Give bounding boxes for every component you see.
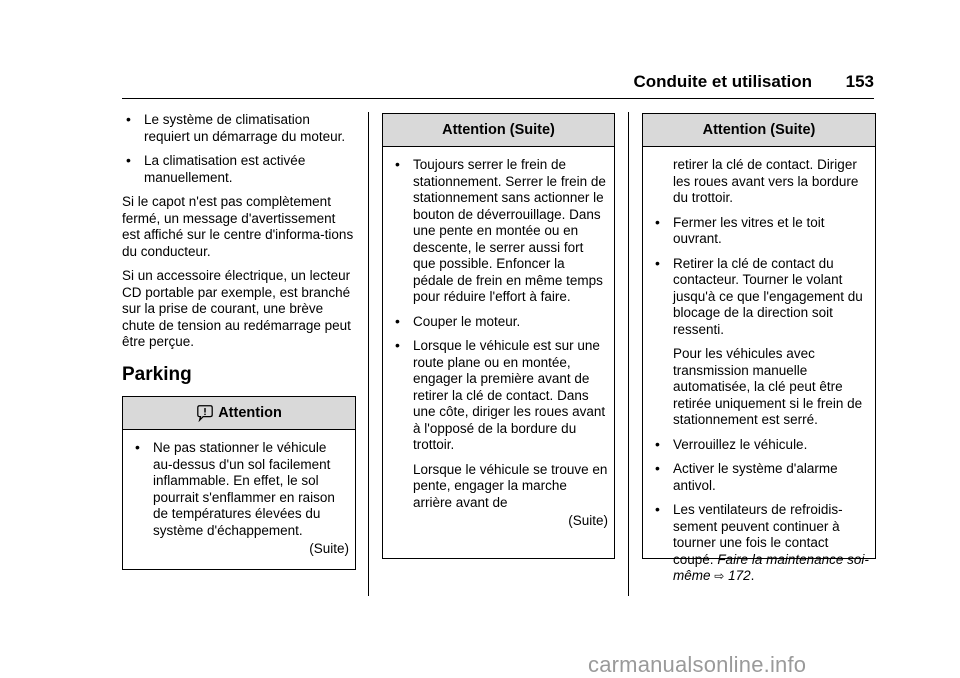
continued-label: (Suite) bbox=[568, 513, 608, 528]
list-item: • Ne pas stationner le véhicule au-dessus d'un sol facilement inflammable. En effet, le sol pourrait s'enflammer en raison de températures élevées du système d'échappement. bbox=[135, 439, 335, 538]
page-number: 153 bbox=[845, 72, 874, 91]
cross-reference-page[interactable]: 172 bbox=[728, 568, 751, 583]
bullet-icon: • bbox=[126, 111, 131, 127]
page-title: Conduite et utilisation bbox=[633, 72, 812, 91]
sub-paragraph: Lorsque le véhicule se trouve en pente, engager la marche arrière avant de bbox=[413, 461, 608, 510]
column-divider-1 bbox=[368, 112, 369, 596]
bullet-icon: • bbox=[395, 312, 400, 329]
column-1 bbox=[122, 112, 356, 397]
list-item: • Le système de climatisation requiert un démarrage du moteur. bbox=[126, 111, 346, 144]
bullet-icon: • bbox=[655, 254, 660, 271]
lead-paragraph: retirer la clé de contact. Diriger les roues avant vers la bordure du trottoir. bbox=[673, 157, 859, 205]
paragraph: Si le capot n'est pas complètement fermé, un message d'avertissement est affiché sur le centre d'informa-tions du conducteur. bbox=[122, 194, 354, 259]
cross-reference-link[interactable]: Faire la maintenance soi-même bbox=[673, 551, 869, 583]
attention-box-continued bbox=[642, 113, 876, 583]
list-item: • Couper le moteur. bbox=[395, 312, 521, 329]
list-item: • Toujours serrer le frein de stationnement. Serrer le frein de stationnement sans actionner le bouton de déverrouillage. Dans une pente en montée ou en descente, le serrer aussi fort que possible. Enfoncer la pédale de frein en même temps pour réduire l'effort à faire. bbox=[395, 156, 606, 304]
list-item: • Verrouillez le véhicule. bbox=[655, 435, 808, 452]
bullet-icon: • bbox=[395, 337, 400, 353]
list-item: • Lorsque le véhicule est sur une route plane ou en montée, engager la première avant de retirer la clé de contact. Dans une côte, diriger les roues avant à l'opposé de la bordure du trottoir. bbox=[395, 337, 606, 452]
bullet-icon: • bbox=[655, 460, 660, 476]
continued-label: (Suite) bbox=[309, 541, 349, 556]
column-divider-2 bbox=[628, 112, 629, 596]
attention-box-header: Attention (Suite) bbox=[383, 114, 614, 147]
header-rule bbox=[122, 98, 874, 99]
reference-arrow-icon: ⇨ bbox=[714, 569, 725, 583]
bullet-icon: • bbox=[126, 152, 131, 168]
attention-box-header bbox=[123, 397, 355, 430]
bullet-icon: • bbox=[655, 213, 660, 230]
page-header bbox=[122, 72, 874, 98]
list-item: • Retirer la clé de contact du contacteur. Tourner le volant jusqu'à ce que l'engagement du blocage de la direction soit ressenti. bbox=[655, 254, 863, 337]
list-item: • Fermer les vitres et le toit ouvrant. bbox=[655, 213, 825, 246]
bullet-icon: • bbox=[655, 435, 660, 452]
attention-box-continued bbox=[382, 113, 615, 559]
bullet-icon: • bbox=[395, 156, 400, 172]
paragraph: Si un accessoire électrique, un lecteur CD portable par exemple, est branché sur la prise de courant, une brève chute de tension au redémarrage peut être perçue. bbox=[122, 268, 351, 349]
sub-paragraph: Pour les véhicules avec transmission manuelle automatisée, la clé peut être retirée uniquement si le frein de stationnement est serré. bbox=[673, 346, 863, 427]
list-item: • Activer le système d'alarme antivol. bbox=[655, 460, 838, 493]
watermark-text: carmanualsonline.info bbox=[588, 652, 807, 677]
attention-box bbox=[122, 396, 356, 570]
attention-heading: Attention bbox=[218, 405, 282, 421]
attention-box-header: Attention (Suite) bbox=[643, 114, 875, 147]
list-item: • Les ventilateurs de refroidis-sement peuvent continuer à tourner une fois le contact coupé. Faire la maintenance soi-même ⇨ 172. bbox=[655, 501, 869, 583]
section-title: Parking bbox=[122, 363, 192, 385]
list-item: • La climatisation est activée manuellement. bbox=[126, 152, 306, 185]
bullet-icon: • bbox=[135, 439, 140, 455]
bullet-icon: • bbox=[655, 501, 660, 517]
warning-icon bbox=[196, 404, 214, 422]
